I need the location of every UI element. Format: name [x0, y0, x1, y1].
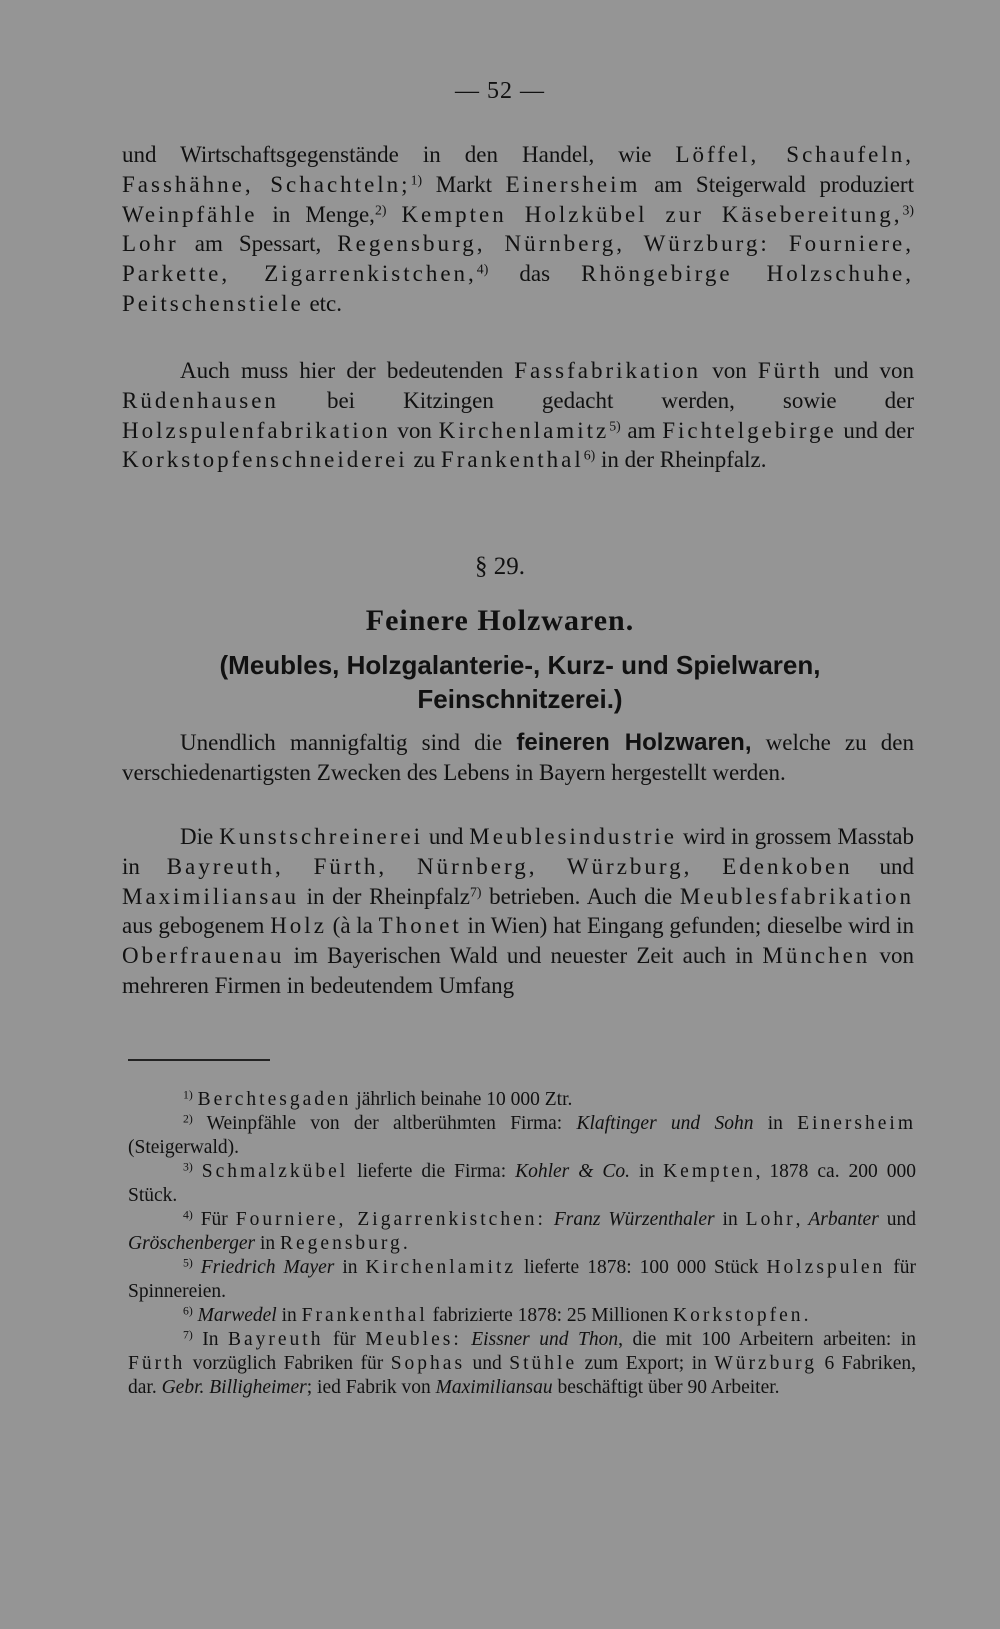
- text: vorzüglich Fabriken für: [185, 1353, 391, 1374]
- spaced-term: Kempten: [663, 1161, 756, 1182]
- text: ; ied Fabrik von: [306, 1377, 436, 1398]
- bold-term: feineren Holzwaren,: [516, 729, 752, 756]
- footnote-6: [128, 1304, 916, 1328]
- spaced-term: München: [762, 943, 871, 969]
- text: wird in grossem Masstab in: [122, 824, 915, 879]
- text: zum Export; in: [577, 1353, 715, 1374]
- text: aus gebogenem: [122, 913, 271, 939]
- text: beschäftigt über 90 Arbeiter.: [552, 1377, 780, 1398]
- text: Unendlich mannigfaltig sind die: [180, 730, 517, 755]
- text: für Spinnereien.: [128, 1257, 916, 1302]
- footnote-ref: 4): [476, 261, 489, 277]
- text: am Steigerwald produziert: [640, 171, 914, 197]
- footnote-7: [128, 1328, 916, 1400]
- text: Auch muss hier der bedeutenden: [180, 358, 515, 383]
- text: in Wien) hat Eingang gefunden; dieselbe wird in: [461, 913, 914, 939]
- text: betrieben. Auch die: [481, 883, 680, 909]
- text: und: [465, 1353, 510, 1374]
- text: , 1878 ca. 200 000 Stück.: [128, 1161, 917, 1206]
- text: in Menge,: [257, 201, 375, 227]
- spaced-term: Schmalzkübel: [201, 1161, 349, 1182]
- spaced-term: Holz: [270, 913, 327, 939]
- footnote-2: [128, 1112, 916, 1160]
- paragraph-1: [122, 140, 914, 319]
- spaced-term: Kempten Holzkübel zur Käsebereitung,: [401, 201, 903, 227]
- text: in: [714, 1209, 746, 1230]
- text: in: [334, 1257, 366, 1278]
- spaced-term: Stühle: [509, 1353, 578, 1374]
- spaced-term: Kirchenlamitz: [438, 417, 610, 443]
- spaced-term: Meubles:: [365, 1329, 462, 1350]
- italic-name: Franz Würzenthaler: [553, 1209, 715, 1230]
- footnote-ref: 2): [374, 202, 387, 218]
- text: in: [255, 1233, 281, 1254]
- spaced-term: Weinpfähle: [122, 201, 258, 227]
- spaced-term: Meublesfabrikation: [679, 883, 915, 909]
- text: (à la: [326, 913, 379, 939]
- footnote-ref: 6): [583, 447, 596, 463]
- text: fabrizierte 1878: 25 Millionen: [427, 1305, 674, 1326]
- spaced-term: Korkstopfen: [673, 1305, 804, 1326]
- spaced-term: Sophas: [390, 1353, 466, 1374]
- footnote-mark: 6): [183, 1304, 193, 1318]
- italic-name: Eissner und Thon: [471, 1329, 619, 1350]
- text: in der Rheinpfalz: [298, 883, 470, 909]
- footnote-mark: 7): [183, 1328, 193, 1342]
- text: Für: [192, 1209, 236, 1230]
- spaced-term: Kunstschreinerei: [219, 824, 423, 849]
- text: Markt: [422, 171, 506, 197]
- spaced-term: Thonet: [378, 913, 462, 939]
- text: zu: [407, 447, 441, 473]
- italic-name: Klaftinger und Sohn: [576, 1113, 754, 1134]
- text: ,: [795, 1209, 809, 1230]
- text: und der: [836, 417, 914, 443]
- text: am Spessart,: [178, 231, 338, 257]
- spaced-term: Fichtelgebirge: [662, 417, 837, 443]
- paragraph-2: [122, 356, 914, 475]
- text: von: [701, 358, 758, 383]
- spaced-term: Holzspulenfabrikation: [122, 417, 391, 443]
- footnote-ref: 7): [469, 884, 482, 900]
- text: von: [390, 417, 439, 443]
- footnote-mark: 3): [183, 1160, 193, 1174]
- footnote-divider: [128, 1059, 270, 1061]
- text: in: [276, 1305, 302, 1326]
- spaced-term: Lohr: [122, 231, 179, 257]
- text: und Wirtschaftsgegenstände in den Handel, wie: [122, 142, 676, 167]
- text: Weinpfähle von der altberühmten Firma:: [192, 1113, 577, 1134]
- text: für: [323, 1329, 366, 1350]
- text: das: [488, 261, 582, 287]
- spaced-term: Regensburg, Nürnberg, Würzburg: Fourniere, Parkette, Zigarrenkistchen,: [122, 231, 914, 287]
- page-number: — 52 —: [455, 78, 545, 104]
- footnote-4: [128, 1208, 916, 1256]
- text: lieferte die Firma:: [348, 1161, 516, 1182]
- italic-name: Friedrich Mayer: [200, 1257, 335, 1278]
- footnote-1: [128, 1088, 916, 1112]
- spaced-term: Korkstopfenschneiderei: [122, 447, 408, 473]
- spaced-term: Einersheim: [505, 171, 641, 197]
- text: und von: [822, 358, 915, 383]
- italic-name: Gröschenberger: [128, 1233, 256, 1254]
- text: [462, 1329, 472, 1350]
- spaced-term: Frankenthal: [440, 447, 584, 473]
- text: Die: [180, 824, 220, 849]
- section-subtitle: (Meubles, Holzgalanterie-, Kurz- und Spielwaren, Feinschnitzerei.): [219, 650, 821, 714]
- text: welche zu den verschiedenartigsten Zwecken des Lebens in Bayern hergestellt werden.: [122, 730, 914, 785]
- spaced-term: Frankenthal: [301, 1305, 428, 1326]
- spaced-term: Bayreuth: [227, 1329, 324, 1350]
- footnote-mark: 5): [183, 1256, 193, 1270]
- spaced-term: Fourniere, Zigarrenkistchen:: [235, 1209, 546, 1230]
- spaced-term: Holzspulen: [766, 1257, 886, 1278]
- text: in: [753, 1113, 798, 1134]
- footnote-mark: 2): [183, 1112, 193, 1126]
- text: [193, 1257, 201, 1278]
- italic-name: Arbanter: [808, 1209, 879, 1230]
- spaced-term: Kirchenlamitz: [365, 1257, 517, 1278]
- spaced-term: Einersheim: [797, 1113, 917, 1134]
- text: und: [422, 824, 470, 849]
- spaced-term: Fürth: [128, 1353, 186, 1374]
- spaced-term: Lohr: [745, 1209, 796, 1230]
- spaced-term: Regensburg: [280, 1233, 403, 1254]
- italic-name: Kohler & Co.: [515, 1161, 630, 1182]
- footnote-5: [128, 1256, 916, 1304]
- section-number: § 29.: [475, 553, 525, 580]
- footnote-3: [128, 1160, 916, 1208]
- text: [546, 1209, 554, 1230]
- text: von mehreren Firmen in bedeutendem Umfang: [122, 943, 915, 998]
- text: in der Rheinpfalz.: [595, 447, 767, 473]
- spaced-term: Fürth: [757, 358, 823, 383]
- text: [386, 202, 401, 227]
- footnote-mark: 1): [183, 1088, 193, 1102]
- spaced-term: Fassfabrikation: [514, 358, 702, 383]
- spaced-term: Bayreuth, Fürth, Nürnberg, Würzburg, Edenkoben: [166, 853, 853, 879]
- text: (Steigerwald).: [128, 1137, 240, 1158]
- spaced-term: Meublesindustrie: [469, 824, 677, 849]
- footnote-ref: 1): [410, 172, 423, 188]
- text: jährlich beinahe 10 000 Ztr.: [351, 1089, 573, 1110]
- footnotes: [128, 1088, 916, 1400]
- text: 6 Fabriken, dar.: [128, 1353, 916, 1398]
- spaced-term: Rüdenhausen: [122, 387, 279, 413]
- paragraph-4: [122, 822, 914, 1001]
- text: etc.: [303, 290, 342, 316]
- text: .: [402, 1233, 408, 1254]
- spaced-term: Würzburg: [714, 1353, 818, 1374]
- text: bei Kitzingen gedacht werden, sowie der: [278, 387, 914, 413]
- italic-name: Marwedel: [197, 1305, 277, 1326]
- footnote-ref: 3): [902, 202, 914, 218]
- text: , die mit 100 Arbeitern arbeiten: in: [618, 1329, 916, 1350]
- text: im Bayerischen Wald und neuester Zeit auch in: [284, 943, 763, 969]
- text: und: [852, 853, 914, 879]
- text: in: [629, 1161, 664, 1182]
- italic-name: Maximiliansau: [435, 1377, 553, 1398]
- italic-name: Gebr. Billigheimer: [161, 1377, 307, 1398]
- paragraph-3: [122, 728, 914, 788]
- footnote-mark: 4): [183, 1208, 193, 1222]
- text: am: [620, 417, 663, 443]
- spaced-term: Maximiliansau: [122, 883, 299, 909]
- text: und: [878, 1209, 917, 1230]
- text: .: [803, 1305, 809, 1326]
- spaced-term: Rhöngebirge Holzschuhe, Peitschenstiele: [122, 261, 914, 316]
- footnote-ref: 5): [609, 418, 621, 434]
- spaced-term: Oberfrauenau: [122, 943, 285, 969]
- text: In: [192, 1329, 228, 1350]
- text: lieferte 1878: 100 000 Stück: [516, 1257, 767, 1278]
- spaced-term: Löffel, Schaufeln, Fasshähne, Schachteln;: [122, 142, 914, 197]
- text: [193, 1161, 202, 1182]
- section-title: Feinere Holzwaren.: [365, 604, 635, 637]
- spaced-term: Berchtesgaden: [197, 1089, 352, 1110]
